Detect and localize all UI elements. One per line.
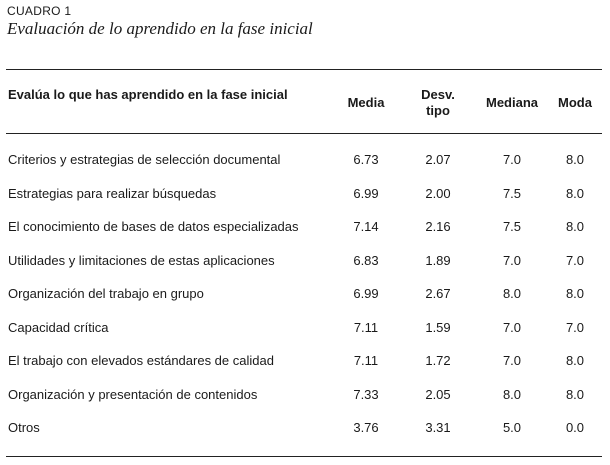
row-mode: 8.0 [565,186,585,201]
row-item: El conocimiento de bases de datos especializadas [8,219,299,234]
row-item: Estrategias para realizar búsquedas [8,186,217,201]
header-mean: Media [347,95,385,110]
row-median: 8.0 [502,286,522,301]
row-item: Otros [8,420,40,435]
row-mean: 6.83 [353,253,379,268]
row-mean: 7.11 [353,353,379,368]
row-item: Organización del trabajo en grupo [8,286,204,301]
row-median: 7.0 [502,353,522,368]
row-mean: 3.76 [353,420,379,435]
row-std-dev: 1.89 [425,253,451,268]
row-mean: 6.99 [353,286,379,301]
row-std-dev: 2.07 [425,152,451,167]
row-item: Organización y presentación de contenidos [8,387,258,402]
row-mean: 6.99 [353,186,379,201]
row-mode: 7.0 [565,320,585,335]
row-median: 7.0 [502,253,522,268]
row-mean: 6.73 [353,152,379,167]
row-mode: 8.0 [565,286,585,301]
header-std-dev: Desv. tipo [421,87,455,118]
row-std-dev: 2.00 [425,186,451,201]
row-item: Capacidad crítica [8,320,109,335]
top-rule [6,69,602,70]
table-row [0,353,610,373]
bottom-rule [6,456,602,457]
table-row [0,186,610,206]
table-row [0,152,610,172]
table-row [0,219,610,239]
table-title: Evaluación de lo aprendido en la fase inicial [7,19,313,38]
row-median: 8.0 [502,387,522,402]
table-label: CUADRO 1 [7,4,72,18]
table-row [0,320,610,340]
header-median: Mediana [485,95,538,110]
row-std-dev: 3.31 [425,420,451,435]
row-median: 7.5 [502,186,522,201]
row-std-dev: 1.72 [425,353,451,368]
row-std-dev: 2.16 [425,219,451,234]
header-rule [6,133,602,134]
row-mode: 8.0 [565,152,585,167]
table-row [0,286,610,306]
row-mode: 8.0 [565,387,585,402]
table-row [0,253,610,273]
row-item: Criterios y estrategias de selección documental [8,152,281,167]
row-std-dev: 2.67 [425,286,451,301]
row-std-dev: 2.05 [425,387,451,402]
header-item: Evalúa lo que has aprendido en la fase inicial [8,87,288,102]
table-row [0,387,610,407]
row-mode: 0.0 [565,420,585,435]
row-mean: 7.14 [353,219,379,234]
row-median: 5.0 [502,420,522,435]
row-item: Utilidades y limitaciones de estas aplicaciones [8,253,275,268]
row-mode: 8.0 [565,353,585,368]
row-mode: 8.0 [565,219,585,234]
row-median: 7.0 [502,152,522,167]
row-median: 7.0 [502,320,522,335]
row-item: El trabajo con elevados estándares de calidad [8,353,274,368]
row-mean: 7.33 [353,387,379,402]
row-std-dev: 1.59 [425,320,451,335]
header-mode: Moda [558,95,592,110]
row-median: 7.5 [502,219,522,234]
row-mean: 7.11 [353,320,379,335]
table-row [0,420,610,440]
row-mode: 7.0 [565,253,585,268]
